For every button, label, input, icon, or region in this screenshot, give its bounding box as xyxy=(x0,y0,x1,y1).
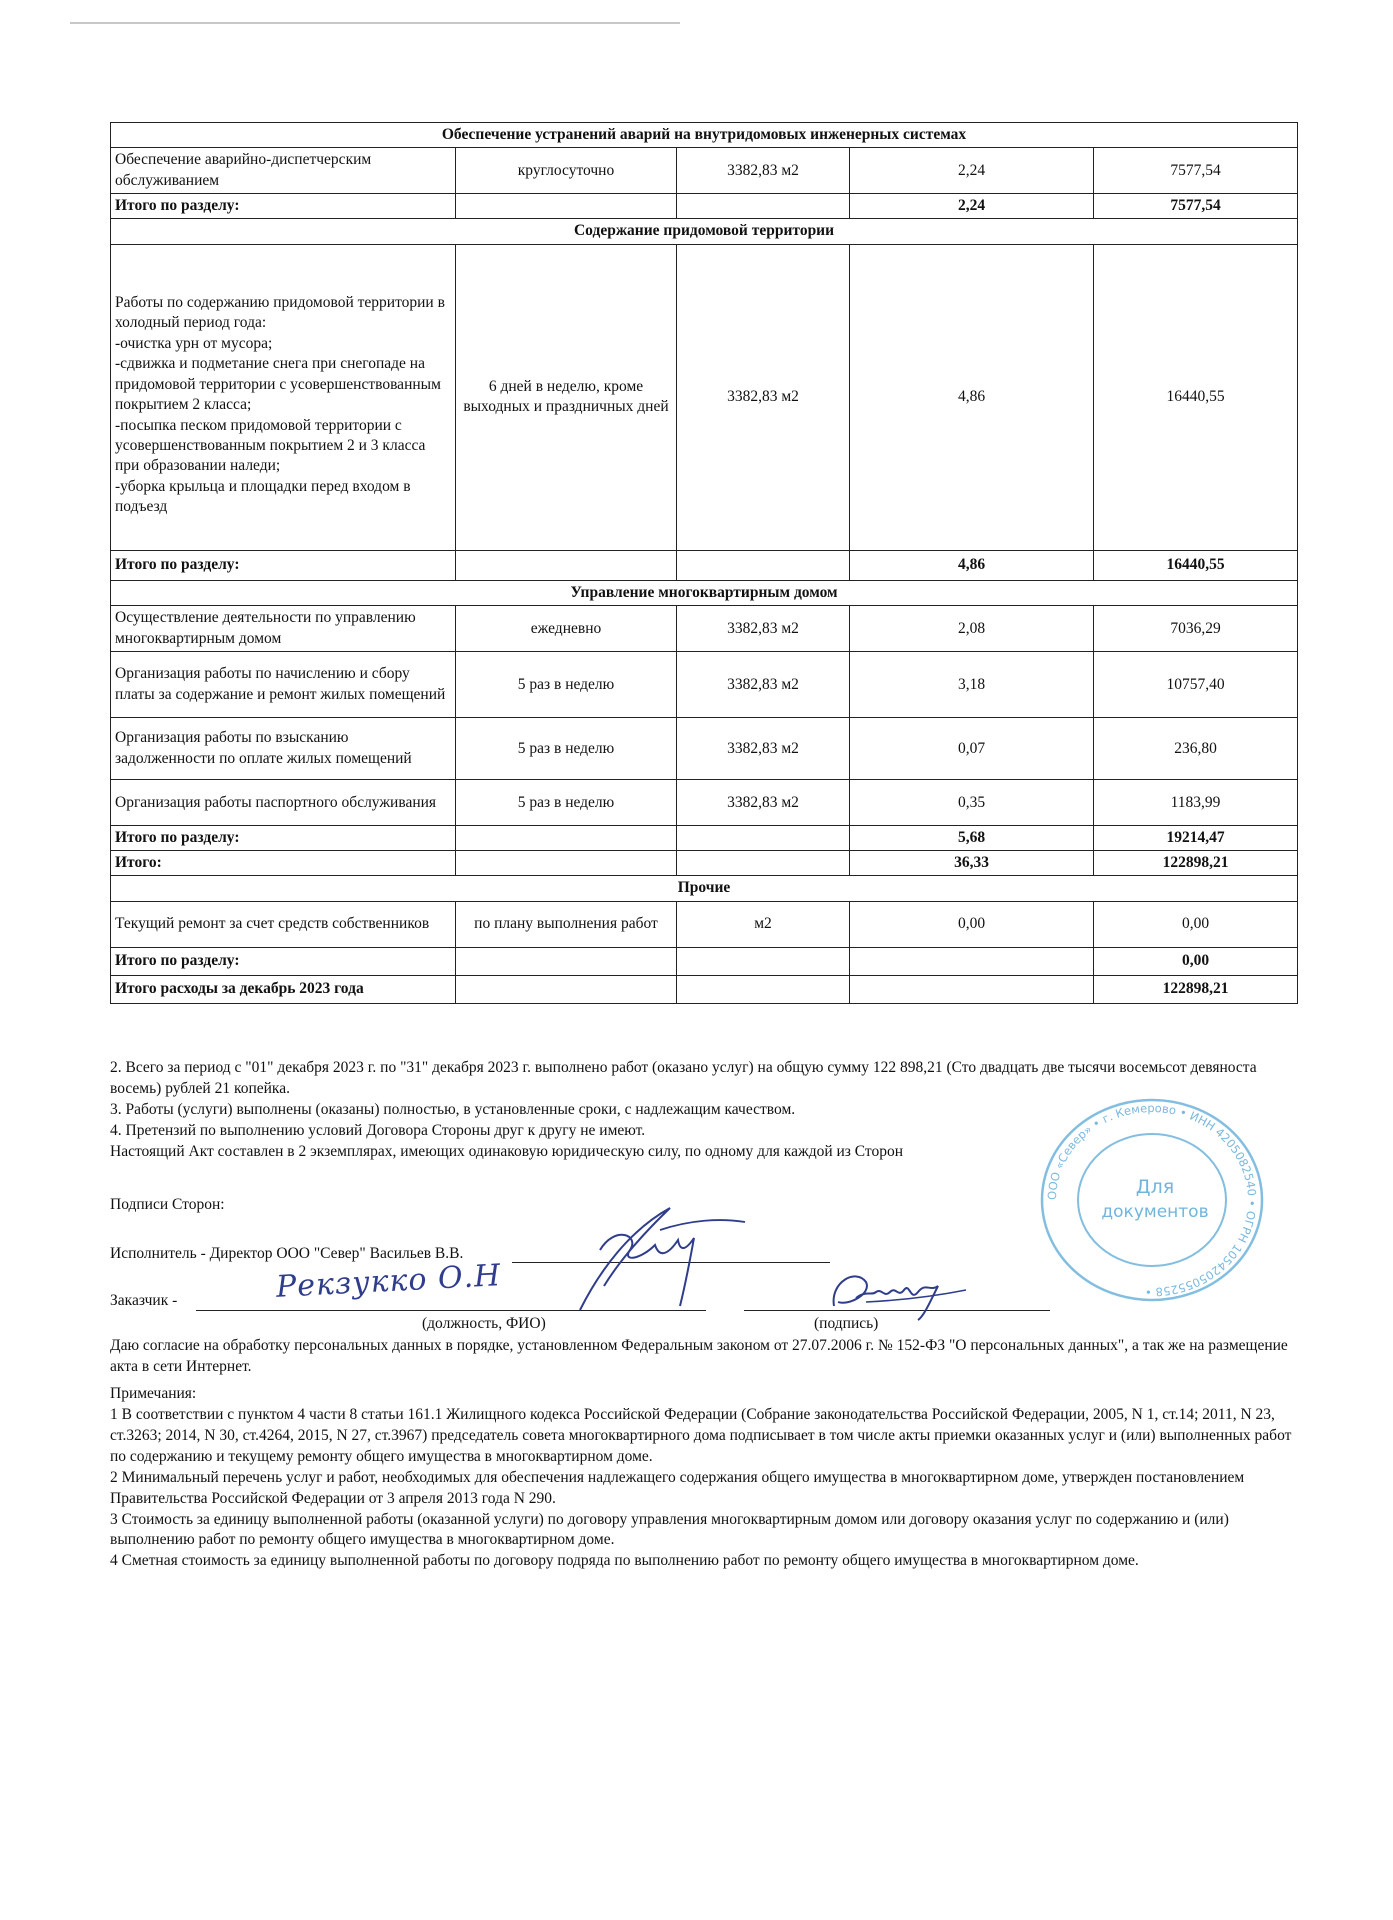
paragraph-total-sum: 2. Всего за период с "01" декабря 2023 г. по "31" декабря 2023 г. выполнено работ (оказано услуг) на общую сумму 122 898,21 (Сто двадцать две тысячи восемьсот девяноста восемь) рублей 21 копейка. xyxy=(110,1059,1257,1097)
signatures-heading: Подписи Сторон: xyxy=(110,1196,225,1213)
section-title: Содержание придомовой территории xyxy=(111,219,1298,244)
period-cell: круглосуточно xyxy=(456,148,677,194)
period-cell: 5 раз в неделю xyxy=(456,780,677,826)
paragraph-quality: 3. Работы (услуги) выполнены (оказаны) полностью, в установленные сроки, с надлежащим качеством. xyxy=(110,1100,796,1118)
services-table-body xyxy=(111,123,1298,1004)
section-total-row xyxy=(111,947,1298,975)
total-label: Итого по разделу: xyxy=(111,826,456,851)
grand-total-sum: 122898,21 xyxy=(1094,851,1298,876)
rate-cell: 4,86 xyxy=(850,244,1094,550)
section-title: Прочие xyxy=(111,876,1298,901)
table-row xyxy=(111,606,1298,652)
table-row xyxy=(111,718,1298,780)
consent-text: Даю согласие на обработку персональных данных в порядке, установленном Федеральным законом от 27.07.2006 г. № 152-ФЗ "О персональных данных", а так же на размещение акта в сети Интернет. xyxy=(110,1337,1288,1375)
month-total-sum: 122898,21 xyxy=(1094,975,1298,1003)
area-cell: 3382,83 м2 xyxy=(677,780,850,826)
area-cell: 3382,83 м2 xyxy=(677,148,850,194)
note-item: 3 Стоимость за единицу выполненной работы (оказанной услуги) по договору управления многоквартирным домом или договору оказания услуг по содержанию и (или) выполнению работ по ремонту общего имущества в многоквартирном доме. xyxy=(110,1510,1229,1549)
area-cell: 3382,83 м2 xyxy=(677,718,850,780)
total-rate: 2,24 xyxy=(850,194,1094,219)
area-cell: 3382,83 м2 xyxy=(677,244,850,550)
total-label: Итого по разделу: xyxy=(111,194,456,219)
customer-label: Заказчик - xyxy=(110,1292,178,1309)
total-rate: 4,86 xyxy=(850,550,1094,580)
table-row xyxy=(111,780,1298,826)
rate-cell: 0,07 xyxy=(850,718,1094,780)
period-cell: 5 раз в неделю xyxy=(456,718,677,780)
table-row xyxy=(111,652,1298,718)
total-rate: 5,68 xyxy=(850,826,1094,851)
work-line: Работы по содержанию придомовой территории в холодный период года: xyxy=(115,293,445,332)
grand-total-rate: 36,33 xyxy=(850,851,1094,876)
sum-cell: 10757,40 xyxy=(1094,652,1298,718)
area-cell: 3382,83 м2 xyxy=(677,606,850,652)
note-item: 1 В соответствии с пунктом 4 части 8 статьи 161.1 Жилищного кодекса Российской Федерации (Собрание законодательства Российской Федерации, 2005, N 1, ст.14; 2011, N 23, ст.3263; 2014, N 30, ст.4264, 2015, N 27, ст.3967) председатель совета многоквартирного дома подписывает в том числе акты приемки оказанных услуг и (или) выполненных работ по содержанию и текущему ремонту общего имущества в многоквартирном доме. xyxy=(110,1405,1292,1465)
notes-title: Примечания: xyxy=(110,1385,197,1402)
section-header-row xyxy=(111,580,1298,605)
area-cell: 3382,83 м2 xyxy=(677,652,850,718)
paragraph-claims: 4. Претензий по выполнению условий Договора Стороны друг к другу не имеют. xyxy=(110,1121,646,1139)
company-stamp xyxy=(1030,1095,1275,1305)
section-total-row xyxy=(111,550,1298,580)
period-cell: по плану выполнения работ xyxy=(456,901,677,947)
table-row xyxy=(111,244,1298,550)
total-sum: 0,00 xyxy=(1094,947,1298,975)
period-cell: 6 дней в неделю, кроме выходных и праздничных дней xyxy=(456,244,677,550)
customer-signature xyxy=(826,1262,976,1322)
rate-cell: 0,00 xyxy=(850,901,1094,947)
handwritten-customer-name: Рекзукко О.Н xyxy=(275,1258,503,1305)
stamp-ring-text: ООО «Север» • г. Кемерово • ИНН 4205082540 • ОГРН 1054205055258 • xyxy=(1044,1100,1260,1300)
stamp-center-line1: Для xyxy=(1135,1176,1175,1198)
work-cell: Текущий ремонт за счет средств собственников xyxy=(111,901,456,947)
work-line: -сдвижка и подметание снега при снегопаде на придомовой территории с усовершенствованным покрытием 2 класса; xyxy=(115,355,441,414)
section-header-row xyxy=(111,219,1298,244)
stamp-center-line2: документов xyxy=(1101,1202,1209,1222)
section-total-row xyxy=(111,826,1298,851)
rate-cell: 0,35 xyxy=(850,780,1094,826)
sum-cell: 7036,29 xyxy=(1094,606,1298,652)
position-caption: (должность, ФИО) xyxy=(422,1315,546,1332)
section-title: Обеспечение устранений аварий на внутридомовых инженерных системах xyxy=(111,123,1298,148)
rate-cell: 3,18 xyxy=(850,652,1094,718)
work-cell: Организация работы по взысканию задолженности по оплате жилых помещений xyxy=(111,718,456,780)
sum-cell: 16440,55 xyxy=(1094,244,1298,550)
section-header-row xyxy=(111,123,1298,148)
work-line: -очистка урн от мусора; xyxy=(115,334,273,352)
section-header-row xyxy=(111,876,1298,901)
executor-signature xyxy=(560,1190,760,1330)
rate-cell: 2,08 xyxy=(850,606,1094,652)
note-item: 4 Сметная стоимость за единицу выполненной работы по договору подряда по выполнению работ по ремонту общего имущества в многоквартирном доме. xyxy=(110,1552,1139,1570)
table-row xyxy=(111,901,1298,947)
section-total-row xyxy=(111,194,1298,219)
work-cell: Организация работы по начислению и сбору платы за содержание и ремонт жилых помещений xyxy=(111,652,456,718)
total-sum: 19214,47 xyxy=(1094,826,1298,851)
total-label: Итого по разделу: xyxy=(111,550,456,580)
executor-label: Исполнитель - Директор ООО "Север" Васильев В.В. xyxy=(110,1245,464,1262)
paragraph-copies: Настоящий Акт составлен в 2 экземплярах, имеющих одинаковую юридическую силу, по одному для каждой из Сторон xyxy=(110,1142,904,1160)
scan-artifact-line xyxy=(70,22,680,24)
work-line: -посыпка песком придомовой территории с усовершенствованным покрытием 2 и 3 класса при образовании наледи; xyxy=(115,416,426,475)
area-cell: м2 xyxy=(677,901,850,947)
work-cell: Организация работы паспортного обслуживания xyxy=(111,780,456,826)
work-cell: Осуществление деятельности по управлению многоквартирным домом xyxy=(111,606,456,652)
sum-cell: 0,00 xyxy=(1094,901,1298,947)
total-label: Итого по разделу: xyxy=(111,947,456,975)
rate-cell: 2,24 xyxy=(850,148,1094,194)
work-cell: Обеспечение аварийно-диспетчерским обслуживанием xyxy=(111,148,456,194)
notes-block xyxy=(110,1384,1300,1572)
total-sum: 7577,54 xyxy=(1094,194,1298,219)
grand-total-row xyxy=(111,851,1298,876)
month-total-label: Итого расходы за декабрь 2023 года xyxy=(111,975,456,1003)
services-table xyxy=(110,122,1298,1004)
sum-cell: 1183,99 xyxy=(1094,780,1298,826)
grand-total-label: Итого: xyxy=(111,851,456,876)
note-item: 2 Минимальный перечень услуг и работ, необходимых для обеспечения надлежащего содержания общего имущества в многоквартирном доме, утвержден постановлением Правительства Российской Федерации от 3 апреля 2013 года N 290. xyxy=(110,1468,1245,1507)
month-total-row xyxy=(111,975,1298,1003)
signature-caption: (подпись) xyxy=(814,1315,879,1332)
total-sum: 16440,55 xyxy=(1094,550,1298,580)
section-title: Управление многоквартирным домом xyxy=(111,580,1298,605)
table-row xyxy=(111,148,1298,194)
sum-cell: 236,80 xyxy=(1094,718,1298,780)
work-cell xyxy=(111,244,456,550)
sum-cell: 7577,54 xyxy=(1094,148,1298,194)
period-cell: ежедневно xyxy=(456,606,677,652)
work-line: -уборка крыльца и площадки перед входом в подъезд xyxy=(115,477,411,516)
report-table-wrapper xyxy=(110,122,1297,1004)
period-cell: 5 раз в неделю xyxy=(456,652,677,718)
